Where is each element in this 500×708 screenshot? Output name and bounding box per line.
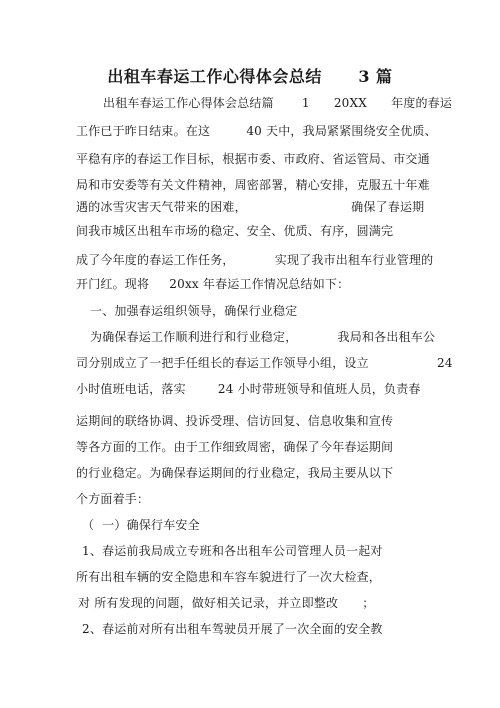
subsection-heading: （ 一）确保行车安全 [82,518,200,532]
section-heading: 一、加强春运组织领导，确保行业稳定 [90,304,298,318]
paragraph-line: 的行业稳定。为确保春运期间的行业稳定，我局主要从以下 [76,466,394,480]
paragraph-line: 小时值班电话，落实 24 小时带班领导和值班人员，负责春 [76,382,421,396]
paragraph-line: 等各方面的工作。由于工作细致周密，确保了今年春运期间 [76,440,394,454]
paragraph-line: 间我市城区出租车市场的稳定、安全、优质、有序，圆满完 [76,224,394,238]
document-title: 出租车春运工作心得体会总结 3 篇 [107,67,393,86]
paragraph-line: 出租车春运工作心得体会总结篇 1 20XX 年度的春运 [103,96,453,110]
paragraph-line: 个方面着手： [76,492,150,506]
paragraph-line: 成了今年度的春运工作任务， 实现了我市出租车行业管理的 [76,253,434,267]
paragraph-line: 局和市安委等有关文件精神，周密部署，精心安排，克服五十年难 [76,178,430,192]
paragraph-line: 工作已于昨日结束。在这 40 天中，我局紧紧围绕安全优质、 [76,124,437,138]
paragraph-line: 遇的冰雪灾害天气带来的困难， 确保了春运期 [76,200,425,214]
paragraph-line: 所有出租车辆的安全隐患和车容车貌进行了一次大检查， [76,570,382,584]
paragraph-line: 2、春运前对所有出租车驾驶员开展了一次全面的安全教 [82,622,383,636]
paragraph-line: 开门红。现将 20xx 年春运工作情况总结如下： [76,277,350,291]
paragraph-line: 司分别成立了一把手任组长的春运工作领导小组，设立 24 [76,356,453,370]
paragraph-line: 运期间的联络协调、投诉受理、信访回复、信息收集和宣传 [76,414,394,428]
paragraph-line: 1、春运前我局成立专班和各出租车公司管理人员一起对 [82,544,383,558]
paragraph-line: 为确保春运工作顺利进行和行业稳定， 我局和各出租车公 [90,330,436,344]
paragraph-line: 对 所有发现的问题，做好相关记录，并立即整改 ； [78,596,375,610]
paragraph-line: 平稳有序的春运工作目标，根据市委、市政府、省运管局、市交通 [76,152,430,166]
